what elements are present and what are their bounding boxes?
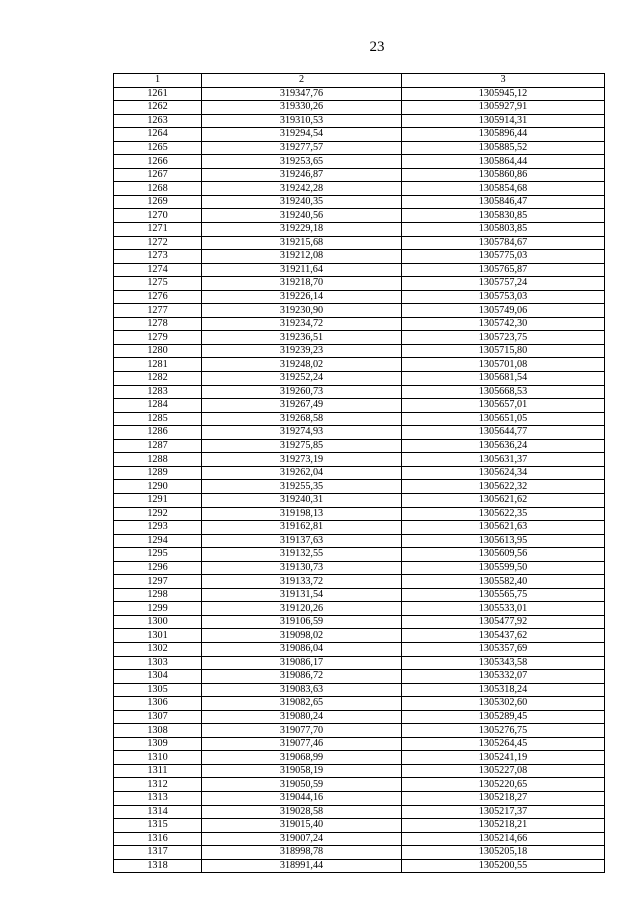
x-coordinate-cell: 319082,65 xyxy=(202,697,402,711)
point-number-cell: 1297 xyxy=(114,575,202,589)
x-coordinate-cell: 319077,46 xyxy=(202,737,402,751)
y-coordinate-cell: 1305775,03 xyxy=(402,250,605,264)
y-coordinate-cell: 1305289,45 xyxy=(402,710,605,724)
table-row xyxy=(114,859,605,873)
point-number-cell: 1303 xyxy=(114,656,202,670)
table-row xyxy=(114,629,605,643)
table-row xyxy=(114,195,605,209)
table-row xyxy=(114,426,605,440)
table-row xyxy=(114,223,605,237)
point-number-cell: 1283 xyxy=(114,385,202,399)
y-coordinate-cell: 1305220,65 xyxy=(402,778,605,792)
y-coordinate-cell: 1305621,63 xyxy=(402,521,605,535)
table-row xyxy=(114,263,605,277)
y-coordinate-cell: 1305217,37 xyxy=(402,805,605,819)
point-number-cell: 1274 xyxy=(114,263,202,277)
y-coordinate-cell: 1305753,03 xyxy=(402,290,605,304)
table-row xyxy=(114,236,605,250)
table-row xyxy=(114,358,605,372)
x-coordinate-cell: 319058,19 xyxy=(202,764,402,778)
x-coordinate-cell: 319273,19 xyxy=(202,453,402,467)
point-number-cell: 1293 xyxy=(114,521,202,535)
x-coordinate-cell: 319310,53 xyxy=(202,114,402,128)
y-coordinate-cell: 1305681,54 xyxy=(402,372,605,386)
point-number-cell: 1299 xyxy=(114,602,202,616)
point-number-cell: 1268 xyxy=(114,182,202,196)
point-number-cell: 1296 xyxy=(114,561,202,575)
x-coordinate-cell: 319236,51 xyxy=(202,331,402,345)
point-number-cell: 1284 xyxy=(114,399,202,413)
point-number-cell: 1291 xyxy=(114,493,202,507)
table-row xyxy=(114,602,605,616)
point-number-cell: 1270 xyxy=(114,209,202,223)
point-number-cell: 1317 xyxy=(114,846,202,860)
x-coordinate-cell: 319260,73 xyxy=(202,385,402,399)
x-coordinate-cell: 319044,16 xyxy=(202,791,402,805)
x-coordinate-cell: 319106,59 xyxy=(202,615,402,629)
column-header-2: 2 xyxy=(202,74,402,88)
point-number-cell: 1275 xyxy=(114,277,202,291)
table-row xyxy=(114,155,605,169)
x-coordinate-cell: 319198,13 xyxy=(202,507,402,521)
table-row xyxy=(114,548,605,562)
point-number-cell: 1288 xyxy=(114,453,202,467)
y-coordinate-cell: 1305914,31 xyxy=(402,114,605,128)
point-number-cell: 1305 xyxy=(114,683,202,697)
point-number-cell: 1261 xyxy=(114,87,202,101)
table-row xyxy=(114,466,605,480)
table-row xyxy=(114,304,605,318)
point-number-cell: 1302 xyxy=(114,642,202,656)
point-number-cell: 1315 xyxy=(114,819,202,833)
point-number-cell: 1310 xyxy=(114,751,202,765)
x-coordinate-cell: 319246,87 xyxy=(202,168,402,182)
table-row xyxy=(114,439,605,453)
point-number-cell: 1265 xyxy=(114,141,202,155)
table-row xyxy=(114,209,605,223)
point-number-cell: 1318 xyxy=(114,859,202,873)
y-coordinate-cell: 1305214,66 xyxy=(402,832,605,846)
y-coordinate-cell: 1305765,87 xyxy=(402,263,605,277)
y-coordinate-cell: 1305723,75 xyxy=(402,331,605,345)
y-coordinate-cell: 1305200,55 xyxy=(402,859,605,873)
x-coordinate-cell: 319130,73 xyxy=(202,561,402,575)
table-row xyxy=(114,507,605,521)
x-coordinate-cell: 319028,58 xyxy=(202,805,402,819)
y-coordinate-cell: 1305644,77 xyxy=(402,426,605,440)
point-number-cell: 1311 xyxy=(114,764,202,778)
table-row xyxy=(114,778,605,792)
table-row xyxy=(114,250,605,264)
y-coordinate-cell: 1305437,62 xyxy=(402,629,605,643)
y-coordinate-cell: 1305318,24 xyxy=(402,683,605,697)
y-coordinate-cell: 1305846,47 xyxy=(402,195,605,209)
point-number-cell: 1267 xyxy=(114,168,202,182)
table-row xyxy=(114,168,605,182)
x-coordinate-cell: 319234,72 xyxy=(202,317,402,331)
y-coordinate-cell: 1305622,35 xyxy=(402,507,605,521)
y-coordinate-cell: 1305533,01 xyxy=(402,602,605,616)
y-coordinate-cell: 1305357,69 xyxy=(402,642,605,656)
y-coordinate-cell: 1305885,52 xyxy=(402,141,605,155)
x-coordinate-cell: 319240,31 xyxy=(202,493,402,507)
y-coordinate-cell: 1305477,92 xyxy=(402,615,605,629)
point-number-cell: 1285 xyxy=(114,412,202,426)
point-number-cell: 1280 xyxy=(114,344,202,358)
x-coordinate-cell: 319347,76 xyxy=(202,87,402,101)
y-coordinate-cell: 1305241,19 xyxy=(402,751,605,765)
point-number-cell: 1264 xyxy=(114,128,202,142)
table-header-row xyxy=(114,74,605,88)
y-coordinate-cell: 1305668,53 xyxy=(402,385,605,399)
y-coordinate-cell: 1305927,91 xyxy=(402,101,605,115)
x-coordinate-cell: 319294,54 xyxy=(202,128,402,142)
table-row xyxy=(114,385,605,399)
point-number-cell: 1286 xyxy=(114,426,202,440)
x-coordinate-cell: 319212,08 xyxy=(202,250,402,264)
point-number-cell: 1281 xyxy=(114,358,202,372)
y-coordinate-cell: 1305860,86 xyxy=(402,168,605,182)
point-number-cell: 1313 xyxy=(114,791,202,805)
x-coordinate-cell: 319277,57 xyxy=(202,141,402,155)
x-coordinate-cell: 319226,14 xyxy=(202,290,402,304)
x-coordinate-cell: 319274,93 xyxy=(202,426,402,440)
table-row xyxy=(114,575,605,589)
x-coordinate-cell: 319240,35 xyxy=(202,195,402,209)
x-coordinate-cell: 319218,70 xyxy=(202,277,402,291)
y-coordinate-cell: 1305218,21 xyxy=(402,819,605,833)
column-header-1: 1 xyxy=(114,74,202,88)
table-row xyxy=(114,832,605,846)
table-row xyxy=(114,615,605,629)
y-coordinate-cell: 1305830,85 xyxy=(402,209,605,223)
y-coordinate-cell: 1305715,80 xyxy=(402,344,605,358)
point-number-cell: 1276 xyxy=(114,290,202,304)
point-number-cell: 1289 xyxy=(114,466,202,480)
x-coordinate-cell: 319330,26 xyxy=(202,101,402,115)
x-coordinate-cell: 319050,59 xyxy=(202,778,402,792)
x-coordinate-cell: 318991,44 xyxy=(202,859,402,873)
table-row xyxy=(114,101,605,115)
table-row xyxy=(114,751,605,765)
x-coordinate-cell: 319083,63 xyxy=(202,683,402,697)
point-number-cell: 1309 xyxy=(114,737,202,751)
x-coordinate-cell: 319133,72 xyxy=(202,575,402,589)
table-row xyxy=(114,344,605,358)
x-coordinate-cell: 319240,56 xyxy=(202,209,402,223)
x-coordinate-cell: 319239,23 xyxy=(202,344,402,358)
y-coordinate-cell: 1305609,56 xyxy=(402,548,605,562)
table-row xyxy=(114,588,605,602)
y-coordinate-cell: 1305599,50 xyxy=(402,561,605,575)
point-number-cell: 1294 xyxy=(114,534,202,548)
table-row xyxy=(114,87,605,101)
x-coordinate-cell: 319253,65 xyxy=(202,155,402,169)
point-number-cell: 1266 xyxy=(114,155,202,169)
x-coordinate-cell: 319267,49 xyxy=(202,399,402,413)
x-coordinate-cell: 319077,70 xyxy=(202,724,402,738)
point-number-cell: 1300 xyxy=(114,615,202,629)
point-number-cell: 1278 xyxy=(114,317,202,331)
table-row xyxy=(114,819,605,833)
x-coordinate-cell: 319255,35 xyxy=(202,480,402,494)
y-coordinate-cell: 1305896,44 xyxy=(402,128,605,142)
point-number-cell: 1292 xyxy=(114,507,202,521)
x-coordinate-cell: 319252,24 xyxy=(202,372,402,386)
x-coordinate-cell: 319275,85 xyxy=(202,439,402,453)
y-coordinate-cell: 1305742,30 xyxy=(402,317,605,331)
table-row xyxy=(114,331,605,345)
y-coordinate-cell: 1305218,27 xyxy=(402,791,605,805)
y-coordinate-cell: 1305864,44 xyxy=(402,155,605,169)
point-number-cell: 1314 xyxy=(114,805,202,819)
x-coordinate-cell: 319242,28 xyxy=(202,182,402,196)
y-coordinate-cell: 1305636,24 xyxy=(402,439,605,453)
table-row xyxy=(114,670,605,684)
x-coordinate-cell: 319098,02 xyxy=(202,629,402,643)
table-row xyxy=(114,764,605,778)
table-row xyxy=(114,412,605,426)
point-number-cell: 1306 xyxy=(114,697,202,711)
x-coordinate-cell: 319137,63 xyxy=(202,534,402,548)
y-coordinate-cell: 1305613,95 xyxy=(402,534,605,548)
x-coordinate-cell: 319211,64 xyxy=(202,263,402,277)
y-coordinate-cell: 1305803,85 xyxy=(402,223,605,237)
x-coordinate-cell: 319215,68 xyxy=(202,236,402,250)
y-coordinate-cell: 1305784,67 xyxy=(402,236,605,250)
page-number: 23 xyxy=(369,39,385,55)
table-row xyxy=(114,182,605,196)
point-number-cell: 1304 xyxy=(114,670,202,684)
x-coordinate-cell: 319086,72 xyxy=(202,670,402,684)
x-coordinate-cell: 319230,90 xyxy=(202,304,402,318)
point-number-cell: 1277 xyxy=(114,304,202,318)
point-number-cell: 1298 xyxy=(114,588,202,602)
y-coordinate-cell: 1305621,62 xyxy=(402,493,605,507)
y-coordinate-cell: 1305651,05 xyxy=(402,412,605,426)
point-number-cell: 1271 xyxy=(114,223,202,237)
x-coordinate-cell: 319229,18 xyxy=(202,223,402,237)
table-row xyxy=(114,642,605,656)
point-number-cell: 1272 xyxy=(114,236,202,250)
point-number-cell: 1308 xyxy=(114,724,202,738)
table-row xyxy=(114,737,605,751)
table-row xyxy=(114,697,605,711)
point-number-cell: 1307 xyxy=(114,710,202,724)
table-row xyxy=(114,710,605,724)
table-row xyxy=(114,656,605,670)
point-number-cell: 1287 xyxy=(114,439,202,453)
y-coordinate-cell: 1305565,75 xyxy=(402,588,605,602)
x-coordinate-cell: 319131,54 xyxy=(202,588,402,602)
x-coordinate-cell: 319262,04 xyxy=(202,466,402,480)
y-coordinate-cell: 1305582,40 xyxy=(402,575,605,589)
x-coordinate-cell: 319068,99 xyxy=(202,751,402,765)
table-row xyxy=(114,290,605,304)
x-coordinate-cell: 319080,24 xyxy=(202,710,402,724)
table-row xyxy=(114,114,605,128)
y-coordinate-cell: 1305631,37 xyxy=(402,453,605,467)
y-coordinate-cell: 1305264,45 xyxy=(402,737,605,751)
point-number-cell: 1269 xyxy=(114,195,202,209)
table-row xyxy=(114,493,605,507)
column-header-3: 3 xyxy=(402,74,605,88)
table-row xyxy=(114,561,605,575)
table-row xyxy=(114,683,605,697)
table-row xyxy=(114,534,605,548)
table-row xyxy=(114,480,605,494)
y-coordinate-cell: 1305227,08 xyxy=(402,764,605,778)
table-row xyxy=(114,277,605,291)
x-coordinate-cell: 319162,81 xyxy=(202,521,402,535)
coordinates-table xyxy=(113,73,605,873)
point-number-cell: 1290 xyxy=(114,480,202,494)
y-coordinate-cell: 1305343,58 xyxy=(402,656,605,670)
y-coordinate-cell: 1305749,06 xyxy=(402,304,605,318)
table-row xyxy=(114,141,605,155)
x-coordinate-cell: 319120,26 xyxy=(202,602,402,616)
x-coordinate-cell: 319132,55 xyxy=(202,548,402,562)
x-coordinate-cell: 319007,24 xyxy=(202,832,402,846)
table-row xyxy=(114,372,605,386)
y-coordinate-cell: 1305701,08 xyxy=(402,358,605,372)
table-row xyxy=(114,128,605,142)
x-coordinate-cell: 319086,04 xyxy=(202,642,402,656)
x-coordinate-cell: 319268,58 xyxy=(202,412,402,426)
point-number-cell: 1262 xyxy=(114,101,202,115)
point-number-cell: 1273 xyxy=(114,250,202,264)
point-number-cell: 1301 xyxy=(114,629,202,643)
y-coordinate-cell: 1305622,32 xyxy=(402,480,605,494)
point-number-cell: 1312 xyxy=(114,778,202,792)
y-coordinate-cell: 1305302,60 xyxy=(402,697,605,711)
point-number-cell: 1282 xyxy=(114,372,202,386)
y-coordinate-cell: 1305854,68 xyxy=(402,182,605,196)
table-row xyxy=(114,317,605,331)
point-number-cell: 1263 xyxy=(114,114,202,128)
x-coordinate-cell: 319086,17 xyxy=(202,656,402,670)
y-coordinate-cell: 1305945,12 xyxy=(402,87,605,101)
table-row xyxy=(114,453,605,467)
table-row xyxy=(114,791,605,805)
x-coordinate-cell: 319015,40 xyxy=(202,819,402,833)
table-row xyxy=(114,805,605,819)
x-coordinate-cell: 318998,78 xyxy=(202,846,402,860)
point-number-cell: 1295 xyxy=(114,548,202,562)
y-coordinate-cell: 1305332,07 xyxy=(402,670,605,684)
y-coordinate-cell: 1305276,75 xyxy=(402,724,605,738)
table-row xyxy=(114,521,605,535)
y-coordinate-cell: 1305205,18 xyxy=(402,846,605,860)
x-coordinate-cell: 319248,02 xyxy=(202,358,402,372)
y-coordinate-cell: 1305657,01 xyxy=(402,399,605,413)
table-row xyxy=(114,724,605,738)
point-number-cell: 1316 xyxy=(114,832,202,846)
point-number-cell: 1279 xyxy=(114,331,202,345)
table-row xyxy=(114,846,605,860)
y-coordinate-cell: 1305624,34 xyxy=(402,466,605,480)
table-body xyxy=(114,87,605,873)
y-coordinate-cell: 1305757,24 xyxy=(402,277,605,291)
table-row xyxy=(114,399,605,413)
